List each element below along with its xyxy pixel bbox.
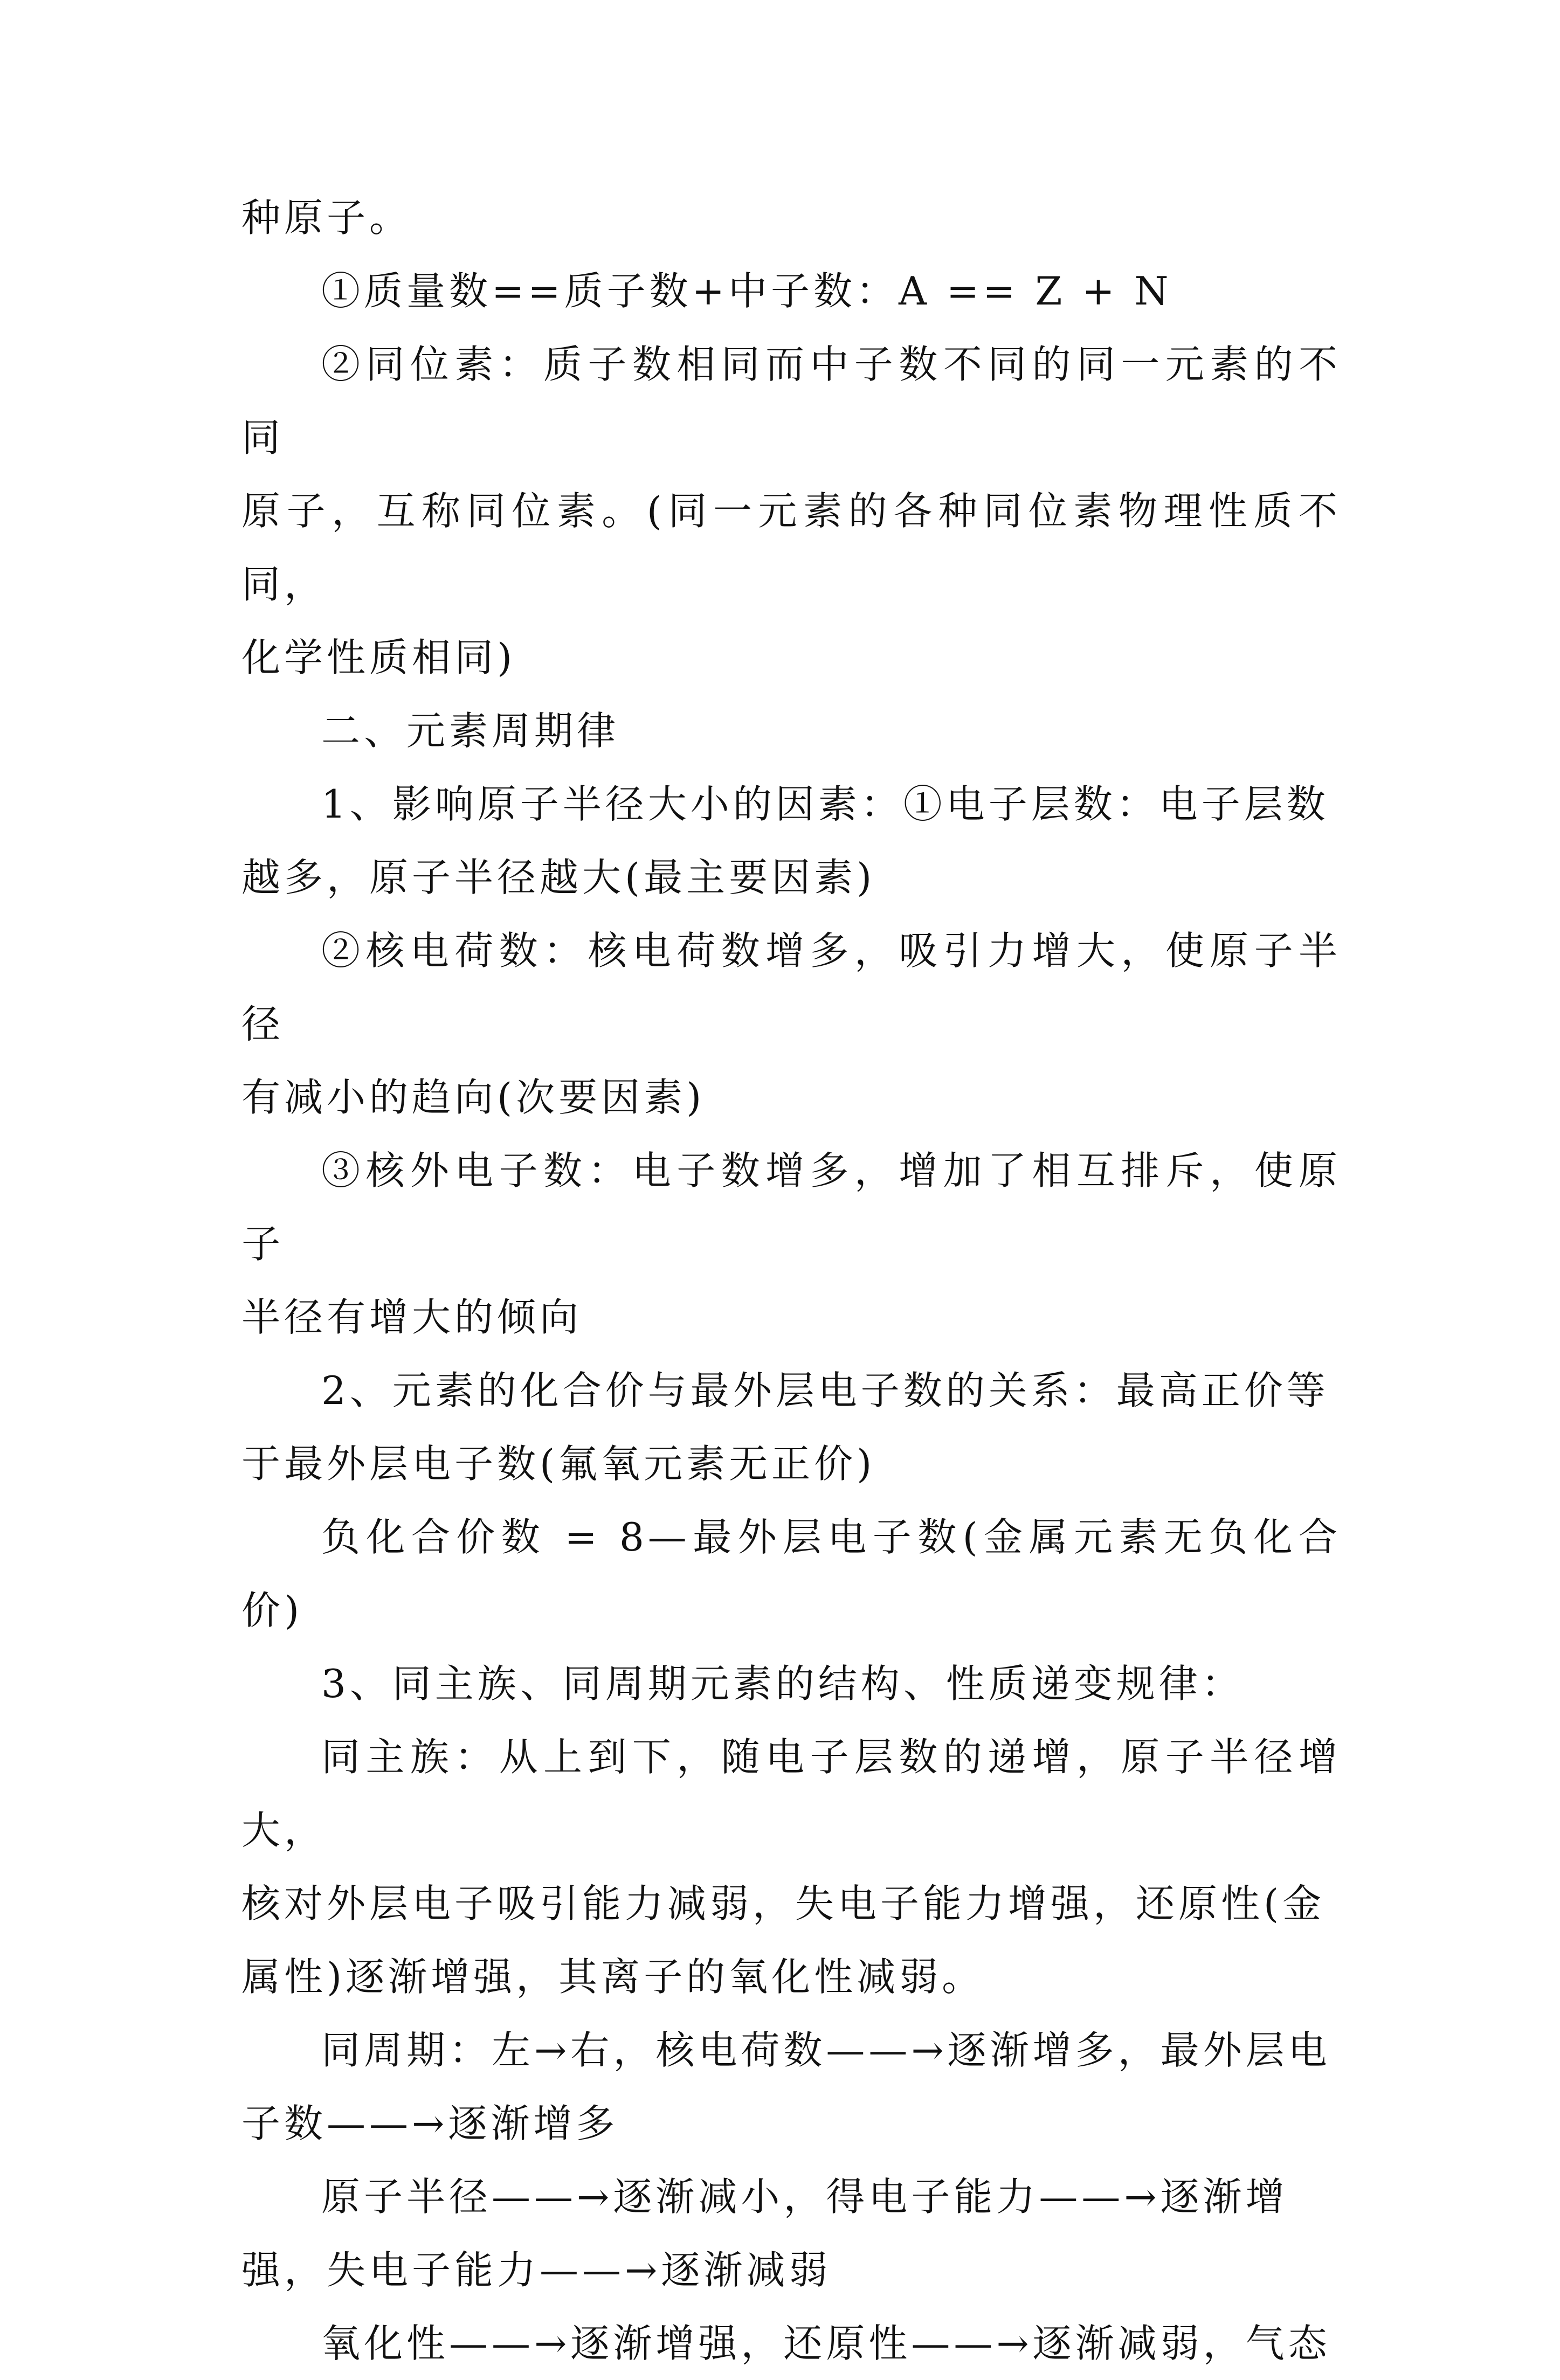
text-line: 同周期：左→右，核电荷数——→逐渐增多，最外层电 (321, 2028, 1331, 2073)
text-line: 半径有增大的倾向 (241, 1295, 583, 1340)
text-line: 1、影响原子半径大小的因素：①电子层数：电子层数 (321, 781, 1329, 827)
paragraph (241, 1354, 1341, 1500)
paragraph (241, 2014, 1341, 2160)
paragraph (241, 1720, 1341, 2014)
paragraph (241, 1647, 1341, 1720)
text-line: 3、同主族、同周期元素的结构、性质递变规律： (321, 1661, 1244, 1706)
text-line: ①质量数==质子数+中子数：A == Z + N (321, 268, 1172, 314)
document-body (241, 181, 1341, 2380)
section-heading (241, 694, 1341, 767)
paragraph (241, 1134, 1341, 1354)
paragraph (241, 767, 1341, 914)
text-line: ②同位素：质子数相同而中子数不同的同一元素的不同 (241, 342, 1341, 460)
text-line: 强，失电子能力——→逐渐减弱 (241, 2247, 832, 2293)
text-line: 二、元素周期律 (321, 708, 620, 753)
text-line: ②核电荷数：核电荷数增多，吸引力增大，使原子半径 (241, 928, 1341, 1047)
paragraph (241, 328, 1341, 694)
text-line: 同主族：从上到下，随电子层数的递增，原子半径增大， (241, 1734, 1341, 1853)
text-line: 负化合价数 = 8—最外层电子数(金属元素无负化合价) (241, 1514, 1341, 1633)
text-line: 化学性质相同) (241, 635, 516, 680)
paragraph (241, 2160, 1341, 2307)
text-line: 原子半径——→逐渐减小，得电子能力——→逐渐增 (321, 2174, 1288, 2219)
text-line: 子数——→逐渐增多 (241, 2101, 619, 2146)
paragraph (241, 1500, 1341, 1647)
text-line: ③核外电子数：电子数增多，增加了相互排斥，使原子 (241, 1148, 1341, 1267)
paragraph (241, 2307, 1341, 2380)
paragraph (241, 254, 1341, 328)
text-line: 核对外层电子吸引能力减弱，失电子能力增强，还原性(金 (241, 1881, 1326, 1926)
text-line: 原子，互称同位素。(同一元素的各种同位素物理性质不同， (241, 488, 1341, 607)
text-line: 属性)逐渐增强，其离子的氧化性减弱。 (241, 1954, 985, 2000)
text-line: 越多，原子半径越大(最主要因素) (241, 855, 876, 900)
text-line: 于最外层电子数(氟氧元素无正价) (241, 1441, 876, 1486)
text-line: 2、元素的化合价与最外层电子数的关系：最高正价等 (321, 1368, 1329, 1413)
paragraph (241, 914, 1341, 1134)
paragraph (241, 181, 1341, 254)
text-line: 种原子。 (241, 195, 412, 240)
text-line: 氧化性——→逐渐增强，还原性——→逐渐减弱，气态 (321, 2321, 1331, 2366)
text-line: 有减小的趋向(次要因素) (241, 1075, 706, 1120)
